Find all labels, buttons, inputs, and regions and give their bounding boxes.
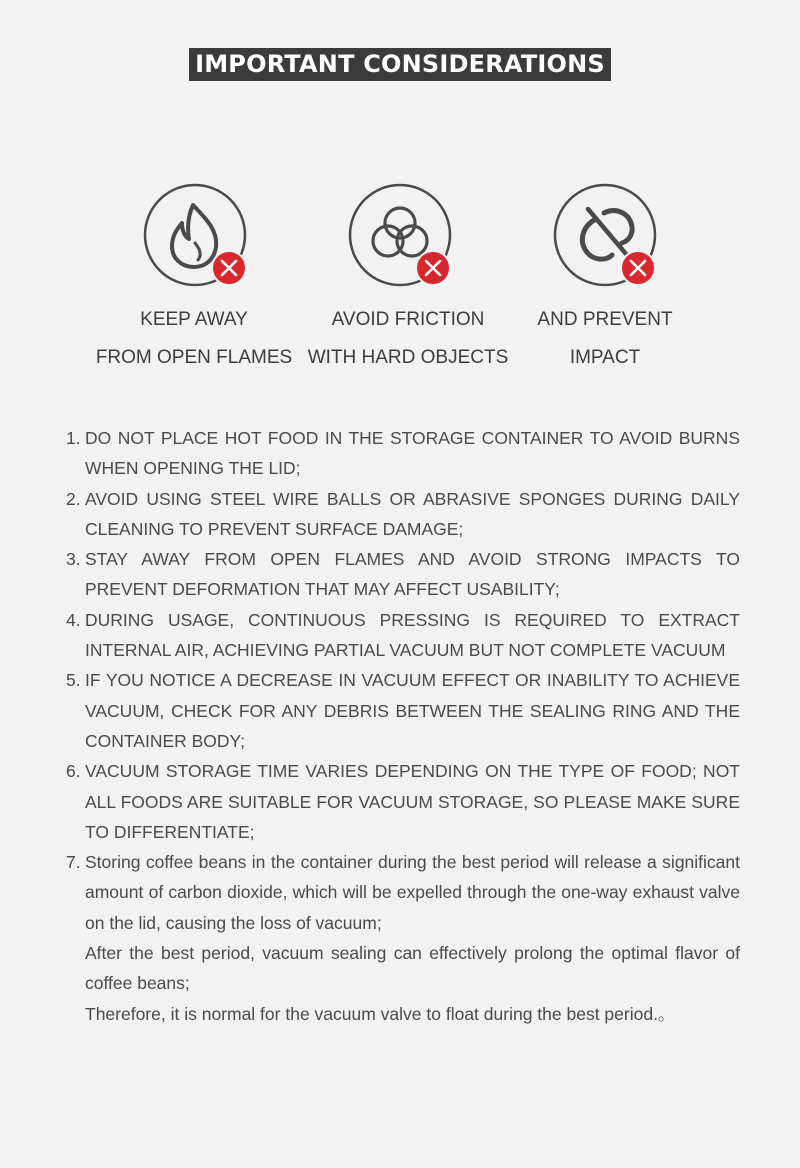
friction-circles-icon	[348, 183, 452, 287]
item-text: DO NOT PLACE HOT FOOD IN THE STORAGE CONTAINER TO AVOID BURNS WHEN OPENING THE LID;	[85, 428, 740, 479]
no-impact-icon	[554, 183, 658, 287]
caption-line: WITH HARD OBJECTS	[307, 347, 509, 368]
item-number: 7.	[66, 852, 81, 873]
considerations-list	[66, 423, 740, 1029]
red-x-badge-icon	[621, 251, 655, 285]
item-text: DURING USAGE, CONTINUOUS PRESSING IS REQUIRED TO EXTRACT INTERNAL AIR, ACHIEVING PARTIAL VACUUM BUT NOT COMPLETE VACUUM	[85, 609, 740, 661]
caption-line: IMPACT	[569, 347, 641, 368]
item-number: 5.	[66, 670, 81, 691]
flame-icon	[144, 183, 248, 287]
item-number: 1.	[66, 428, 81, 448]
item-text: After the best period, vacuum sealing can effectively prolong the optimal flavor of coffee beans;	[85, 943, 740, 994]
list-item	[66, 484, 740, 545]
item-text: AVOID USING STEEL WIRE BALLS OR ABRASIVE SPONGES DURING DAILY CLEANING TO PREVENT SURFACE DAMAGE;	[85, 488, 740, 539]
caption-friction	[302, 301, 514, 377]
friction-circles-icon-group	[348, 183, 452, 287]
item-text: VACUUM STORAGE TIME VARIES DEPENDING ON THE TYPE OF FOOD; NOT ALL FOODS ARE SUITABLE FOR VACUUM STORAGE, SO PLEASE MAKE SURE TO DIFFERENTIATE;	[85, 761, 740, 842]
item-number: 2.	[66, 488, 81, 509]
caption-open-flames	[92, 301, 296, 377]
page-title: IMPORTANT CONSIDERATIONS	[189, 48, 611, 81]
list-item	[66, 665, 740, 756]
item-number: 4.	[66, 609, 81, 630]
red-x-badge-icon	[212, 251, 246, 285]
item-text: STAY AWAY FROM OPEN FLAMES AND AVOID STRONG IMPACTS TO PREVENT DEFORMATION THAT MAY AFFECT USABILITY;	[85, 549, 740, 600]
item-number: 3.	[66, 549, 81, 570]
list-item	[66, 756, 740, 847]
list-item	[66, 423, 740, 484]
caption-line: FROM OPEN FLAMES	[95, 347, 293, 368]
flame-icon-group	[144, 183, 248, 287]
caption-line: KEEP AWAY	[140, 309, 248, 330]
title-container	[0, 48, 800, 81]
caption-impact	[520, 301, 690, 377]
caption-line: AND PREVENT	[537, 309, 673, 330]
list-item	[66, 847, 740, 1029]
caption-line: AVOID FRICTION	[331, 309, 485, 330]
item-text: Storing coffee beans in the container during the best period will release a significant amount of carbon dioxide, which will be expelled through the one-way exhaust valve on the lid, causing the loss of vacuum;	[85, 852, 740, 933]
list-item	[66, 605, 740, 666]
red-x-badge-icon	[416, 251, 450, 285]
item-text: IF YOU NOTICE A DECREASE IN VACUUM EFFECT OR INABILITY TO ACHIEVE VACUUM, CHECK FOR ANY DEBRIS BETWEEN THE SEALING RING AND THE CONTAINER BODY;	[85, 670, 740, 751]
list-item	[66, 544, 740, 605]
no-impact-icon-group	[554, 183, 658, 287]
item-text: Therefore, it is normal for the vacuum valve to float during the best period.。	[85, 1003, 676, 1024]
item-number: 6.	[66, 761, 81, 782]
